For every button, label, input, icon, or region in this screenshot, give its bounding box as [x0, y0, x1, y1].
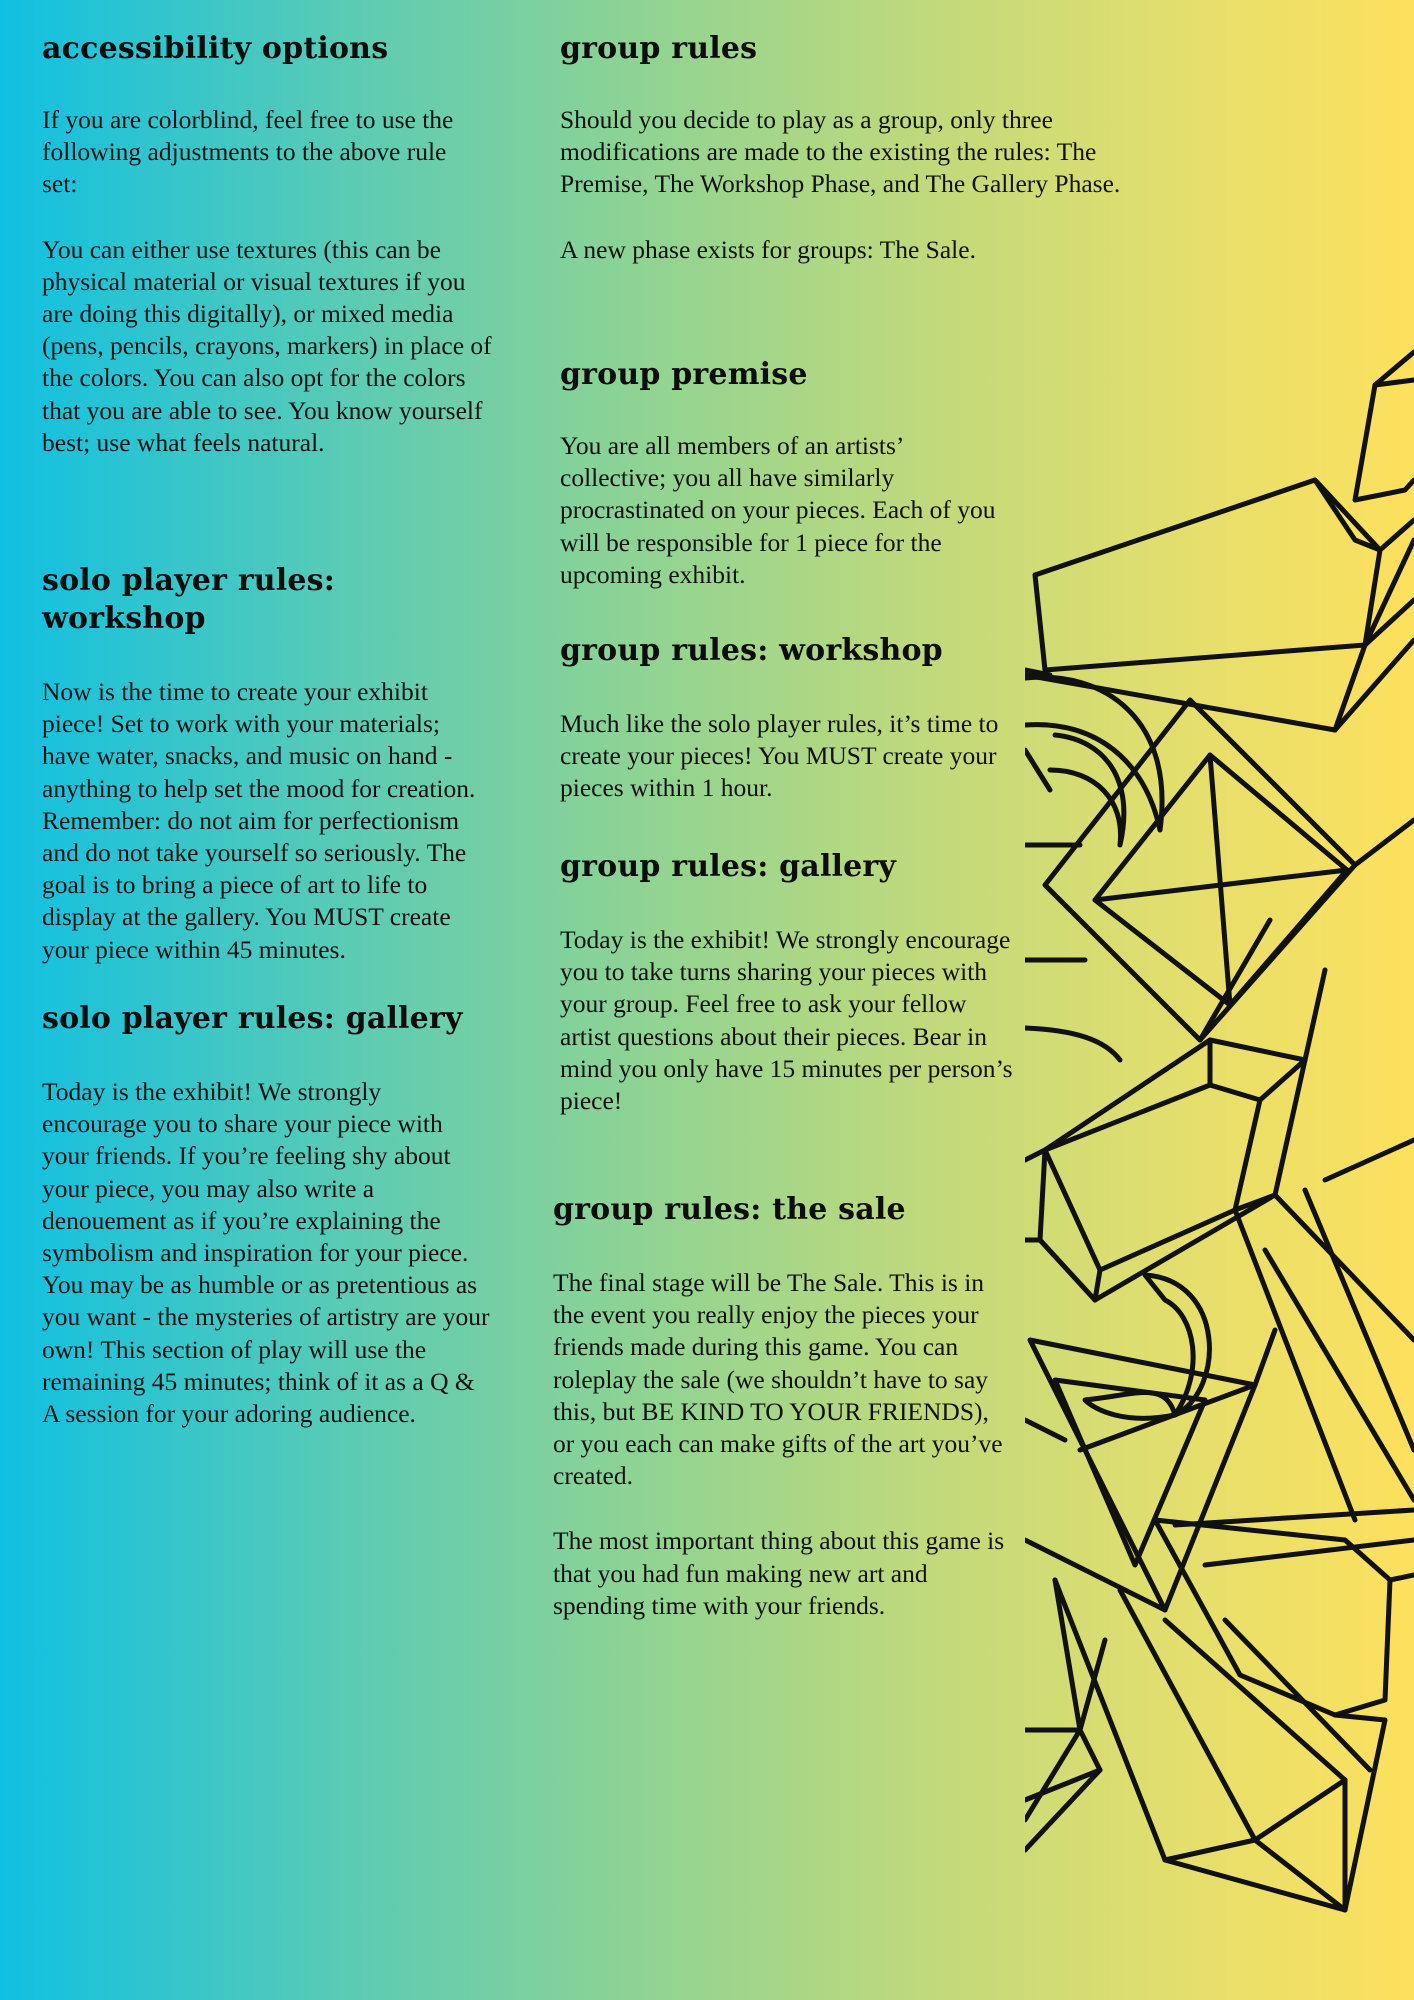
section-solo-workshop [42, 562, 502, 966]
heading-solo-gallery: solo player rules: gallery [42, 1001, 463, 1036]
solo-workshop-paragraph: Now is the time to create your exhibit piece! Set to work with your materials; have water, snacks, and music on hand - anything to help set the mood for creation. Remember: do not aim for perfectionism and do not take yourself so seriously. The goal is to bring a piece of art to life to display at the gallery. You MUST create your piece within 45 minutes. [42, 677, 476, 964]
heading-group-premise: group premise [560, 357, 808, 392]
crystal-line-art-decoration [1025, 340, 1414, 2000]
group-sale-paragraph-1: The final stage will be The Sale. This is in the event you really enjoy the pieces your friends made during this game. You can roleplay the sale (we shouldn’t have to say this, but BE KIND TO YOUR FRIENDS), or you each can make gifts of the art you’ve created. [553, 1268, 1003, 1491]
section-group-sale [553, 1191, 1008, 1622]
section-accessibility-options [42, 30, 492, 459]
group-gallery-paragraph: Today is the exhibit! We strongly encourage you to take turns sharing your pieces with your group. Feel free to ask your fellow artist questions about their pieces. Bear in mind you only have 15 minutes per person’s piece! [560, 925, 1013, 1116]
heading-group-gallery: group rules: gallery [560, 849, 897, 884]
heading-group-workshop: group rules: workshop [560, 633, 943, 668]
group-premise-paragraph: You are all members of an artists’ collective; you all have similarly procrastinated on your pieces. Each of you will be responsible for 1 piece for the upcoming exhibit. [560, 431, 996, 589]
accessibility-paragraph-1: If you are colorblind, feel free to use the following adjustments to the above rule set: [42, 105, 454, 199]
heading-group-sale: group rules: the sale [553, 1192, 906, 1227]
section-group-premise [560, 356, 1015, 591]
group-sale-paragraph-2: The most important thing about this game is that you had fun making new art and spending time with your friends. [553, 1526, 1005, 1620]
section-group-gallery [560, 848, 1015, 1117]
heading-group-rules: group rules [560, 31, 758, 66]
heading-solo-workshop: solo player rules: workshop [42, 563, 335, 636]
group-rules-paragraph-2: A new phase exists for groups: The Sale. [560, 234, 976, 264]
group-workshop-paragraph: Much like the solo player rules, it’s time to create your pieces! You MUST create your pieces within 1 hour. [560, 709, 999, 803]
solo-gallery-paragraph: Today is the exhibit! We strongly encourage you to share your piece with your friends. If you’re feeling shy about your piece, you may also write a denouement as if you’re explaining the symbolism and inspiration for your piece. You may be as humble or as pretentious as you want - the mysteries of artistry are your own! This section of play will use the remaining 45 minutes; think of it as a Q & A session for your adoring audience. [42, 1077, 490, 1429]
heading-accessibility-options: accessibility options [42, 31, 389, 66]
group-rules-paragraph-1: Should you decide to play as a group, only three modifications are made to the existing the rules: The Premise, The Workshop Phase, and The Gallery Phase. [560, 105, 1121, 199]
section-solo-gallery [42, 1000, 492, 1430]
accessibility-paragraph-2: You can either use textures (this can be physical material or visual textures if you are doing this digitally), or mixed media (pens, pencils, crayons, markers) in place of the colors. You can also opt for the colors that you are able to see. You know yourself best; use what feels natural. [42, 234, 492, 457]
section-group-rules [560, 30, 1130, 266]
section-group-workshop [560, 632, 1015, 805]
